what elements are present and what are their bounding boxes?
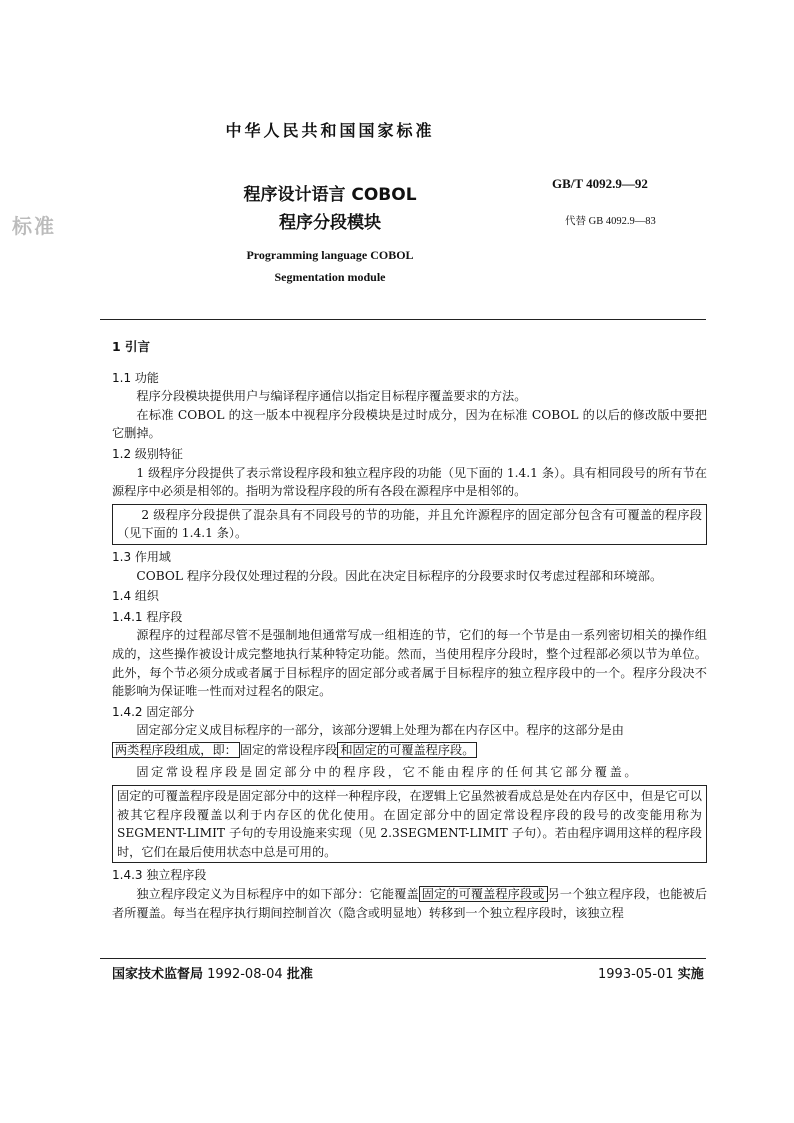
approval-info (112, 963, 313, 982)
paragraph: 固定常设程序段是固定部分中的程序段，它不能由程序的任何其它部分覆盖。 (136, 765, 640, 780)
effective-label: 实施 (677, 967, 704, 982)
paragraph: 固定的可覆盖程序段是固定部分中的这样一种程序段，在逻辑上它虽然被看成总是处在内存区中，但是它可以被其它程序段覆盖以利于内存区的优化使用。在固定部分中的固定常设程序段的段号的改变能用称为 SEGMENT-LIMIT 子句的专用设施来实现（见 2.3SEGMENT-LIMIT 子句）。若由程序调用这样的程序段时，它们在最后使用状态中总是可用的。 (117, 789, 702, 859)
watermark-text: 标准 (12, 214, 56, 238)
boxed-text: 两类程序段组成，即： (112, 742, 240, 758)
footer-divider (100, 958, 706, 959)
standard-code: GB/T 4092.9—92 (552, 176, 648, 191)
english-title-line1: Programming language COBOL (246, 248, 414, 262)
section-1-4-1-heading: 1.4.1 程序段 (112, 609, 183, 624)
national-standard-heading: 中华人民共和国国家标准 (225, 121, 435, 140)
paragraph: 源程序的过程部尽管不是强制地但通常写成一组相连的节，它们的每一个节是由一系列密切相关的操作组成的，这些操作被设计成完整地执行某种特定功能。然而，当使用程序分段时，整个过程部必须以节为单位。此外，每个节必须分成或者属于目标程序的固定部分或者属于目标程序的独立程序段中的一个。程序分段决不能影响为保证唯一性而对过程名的限定。 (112, 628, 707, 699)
paragraph: 在标准 COBOL 的这一版本中视程序分段模块是过时成分，因为在标准 COBOL 的以后的修改版中要把它删掉。 (112, 407, 707, 441)
section-1-heading: 1 引言 (112, 339, 151, 354)
section-1-4-2-heading: 1.4.2 固定部分 (112, 704, 195, 719)
inline-text: 另一个独立程序段，也能被后者所覆盖。每当在程序执行期间控制首次（隐含或明显地）转移到一个独立程序段时，该独立程 (112, 887, 708, 920)
section-1-2-heading: 1.2 级别特征 (112, 446, 183, 461)
paragraph: COBOL 程序分段仅处理过程的分段。因此在决定目标程序的分段要求时仅考虑过程部和环境部。 (136, 568, 663, 583)
paragraph (112, 885, 707, 922)
paragraph: 1 级程序分段提供了表示常设程序段和独立程序段的功能（见下面的 1.4.1 条）。具有相同段号的所有节在源程序中必须是相邻的。指明为常设程序段的所有各段在源程序中是相邻的。 (112, 465, 707, 499)
section-1-3-heading: 1.3 作用域 (112, 549, 171, 564)
paragraph: 2 级程序分段提供了混杂具有不同段号的节的功能，并且允许源程序的固定部分包含有可覆盖的程序段（见下面的 1.4.1 条）。 (117, 507, 702, 541)
boxed-text: 固定的可覆盖程序段或 (419, 886, 548, 902)
english-title-line2: Segmentation module (274, 270, 386, 284)
document-title-line2: 程序分段模块 (279, 213, 381, 233)
paragraph: 程序分段模块提供用户与编译程序通信以指定目标程序覆盖要求的方法。 (136, 389, 527, 404)
section-1-1-heading: 1.1 功能 (112, 370, 159, 385)
paragraph (112, 741, 707, 760)
inline-text: 独立程序段定义为目标程序中的如下部分：它能覆盖 (136, 887, 419, 902)
section-1-4-heading: 1.4 组织 (112, 589, 159, 604)
section-1-4-3-heading: 1.4.3 独立程序段 (112, 868, 207, 883)
approve-label: 批准 (286, 967, 313, 982)
document-title-line1: 程序设计语言 COBOL (243, 185, 417, 205)
boxed-paragraph (112, 785, 707, 863)
header-divider (100, 319, 706, 320)
boxed-text: 和固定的可覆盖程序段。 (337, 742, 477, 758)
approve-date: 1992-08-04 (207, 967, 283, 982)
paragraph: 固定部分定义成目标程序的一部分，该部分逻辑上处理为都在内存区中。程序的这部分是由 (136, 723, 624, 738)
document-body (112, 338, 707, 922)
effective-date: 1993-05-01 (598, 967, 674, 982)
approver-name: 国家技术监督局 (112, 967, 204, 982)
inline-text: 固定的常设程序段 (239, 742, 338, 757)
effective-info (598, 963, 704, 982)
boxed-paragraph (112, 504, 707, 545)
replaces-standard: 代替 GB 4092.9—83 (565, 216, 656, 227)
